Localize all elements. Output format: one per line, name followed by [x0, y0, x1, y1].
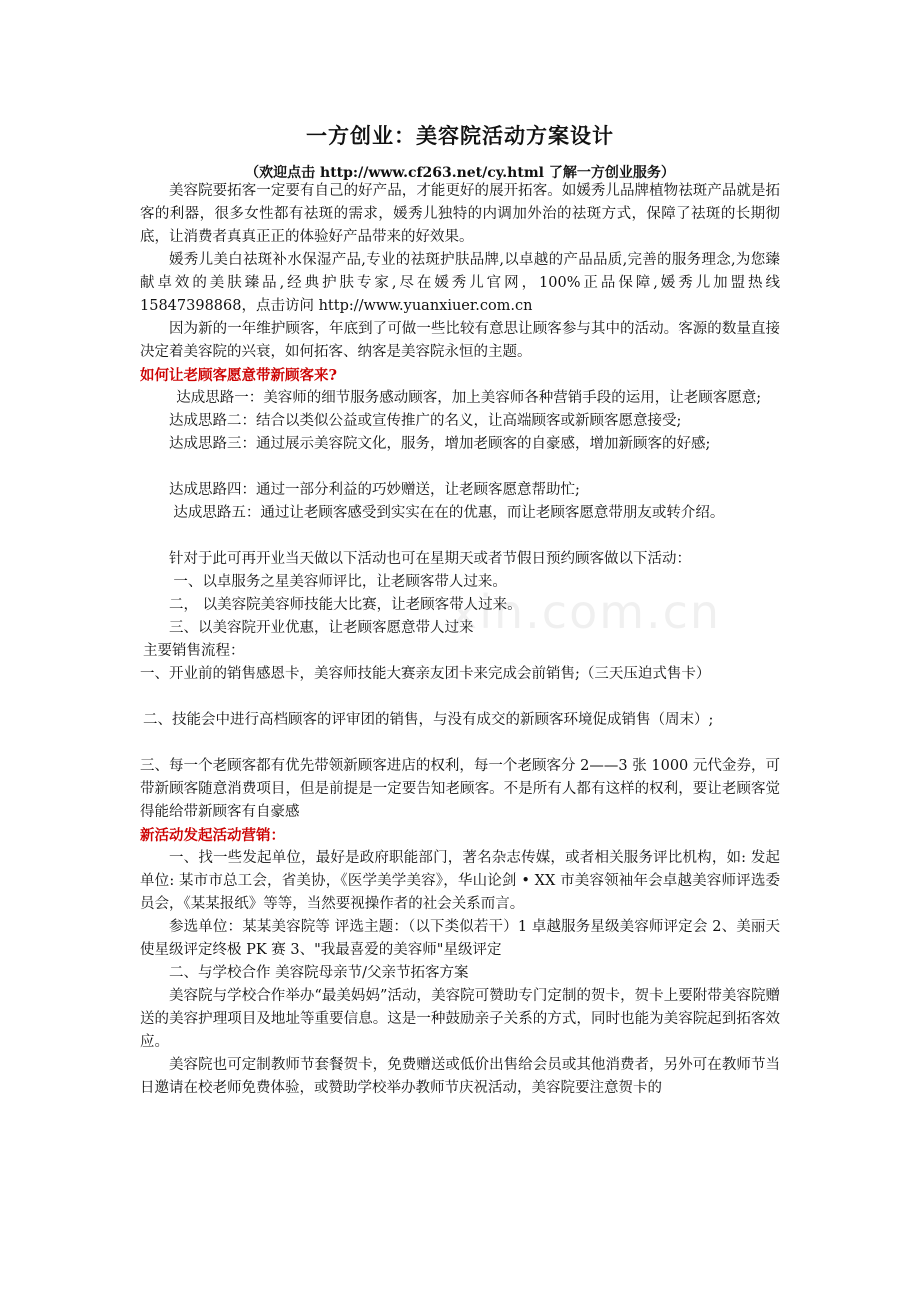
blank-line — [140, 686, 780, 709]
blank-line — [140, 456, 780, 479]
paragraph-activities-intro: 针对于此可再开业当天做以下活动也可在星期天或者节假日预约顾客做以下活动： — [169, 551, 691, 567]
document-title: 一方创业：美容院活动方案设计 — [306, 123, 614, 148]
strategy-2: 达成思路二：结合以类似公益或宣传推广的名义，让高端顾客或新顾客愿意接受; — [169, 413, 682, 429]
activity-3: 三、以美容院开业优惠，让老顾客愿意带人过来 — [169, 620, 474, 636]
sales-step-2: 二、技能会中进行高档顾客的评审团的销售，与没有成交的新顾客环境促成销售（周末）; — [143, 712, 714, 728]
document-body — [140, 180, 780, 1100]
blank-line — [140, 525, 780, 548]
document-subtitle-link[interactable]: （欢迎点击 http://www.cf263.net/cy.html 了解一方创业服务） — [245, 165, 675, 181]
activity-1: 一、以卓服务之星美容师评比，让老顾客带人过来。 — [173, 574, 507, 590]
paragraph-teachers-day: 美容院也可定制教师节套餐贺卡，免费赠送或低价出售给会员或其他消费者，另外可在教师节当日邀请在校老师免费体验，或赞助学校举办教师节庆祝活动，美容院要注意贺卡的 — [140, 1057, 780, 1096]
paragraph-context: 因为新的一年维护顾客，年底到了可做一些比较有意思让顾客参与其中的活动。客源的数量直接决定着美容院的兴衰，如何拓客、纳客是美容院永恒的主题。 — [140, 321, 780, 360]
sales-step-1: 一、开业前的销售感恩卡，美容师技能大赛亲友团卡来完成会前销售;（三天压迫式售卡） — [140, 666, 711, 682]
blank-line — [140, 732, 780, 755]
strategy-1: 达成思路一：美容师的细节服务感动顾客，加上美容师各种营销手段的运用，让老顾客愿意; — [176, 390, 762, 406]
strategy-4: 达成思路四：通过一部分利益的巧妙赠送，让老顾客愿意帮助忙; — [169, 482, 580, 498]
strategy-3: 达成思路三：通过展示美容院文化，服务，增加老顾客的自豪感，增加新顾客的好感; — [169, 436, 711, 452]
paragraph-best-mom: 美容院与学校合作举办“最美妈妈”活动，美容院可赞助专门定制的贺卡，贺卡上要附带美容院赠送的美容护理项目及地址等重要信息。这是一种鼓励亲子关系的方式，同时也能为美容院起到拓客效应。 — [140, 988, 780, 1050]
paragraph-brand: 媛秀儿美白祛斑补水保湿产品,专业的祛斑护肤品牌,以卓越的产品品质,完善的服务理念,为您臻献卓效的美肤臻品,经典护肤专家,尽在媛秀儿官网，100%正品保障,媛秀儿加盟热线 15847398868，点击访问 http://www.yuanxiuer.com.cn — [140, 252, 780, 314]
sales-step-3: 三、每一个老顾客都有优先带领新顾客进店的权利，每一个老顾客分 2——3 张 1000 元代金券，可带新顾客随意消费项目，但是前提是一定要告知老顾客。不是所有人都有这样的权利，要让老顾客觉得能给带新顾客有自豪感 — [140, 758, 780, 820]
watermark: xin.com.cn — [450, 585, 722, 639]
paragraph-school-heading: 二、与学校合作 美容院母亲节/父亲节拓客方案 — [169, 965, 469, 981]
paragraph-initiators: 一、找一些发起单位，最好是政府职能部门，著名杂志传媒，或者相关服务评比机构，如: 发起单位: 某市市总工会，省美协，《医学美学美容》，华山论剑 • XX 市美容领袖年会卓越美容师评选委员会，《某某报纸》等等，当然要视操作者的社会关系而言。 — [140, 850, 780, 912]
section-heading-new-activity: 新活动发起活动营销： — [140, 827, 285, 844]
paragraph-intro: 美容院要拓客一定要有自己的好产品，才能更好的展开拓客。如媛秀儿品牌植物祛斑产品就是拓客的利器，很多女性都有祛斑的需求，媛秀儿独特的内调加外治的祛斑方式，保障了祛斑的长期彻底，让消费者真真正正的体验好产品带来的好效果。 — [140, 183, 780, 245]
sales-process-heading: 主要销售流程： — [143, 643, 245, 659]
activity-2: 二， 以美容院美容师技能大比赛，让老顾客带人过来。 — [169, 597, 522, 613]
strategy-5: 达成思路五：通过让老顾客感受到实实在在的优惠，而让老顾客愿意带朋友或转介绍。 — [173, 505, 725, 521]
section-heading-old-customers: 如何让老顾客愿意带新顾客来? — [140, 367, 337, 384]
paragraph-participants: 参选单位：某某美容院等 评选主题：（以下类似若干）1 卓越服务星级美容师评定会 2、美丽天使星级评定终极 PK 赛 3、"我最喜爱的美容师"星级评定 — [140, 919, 780, 958]
